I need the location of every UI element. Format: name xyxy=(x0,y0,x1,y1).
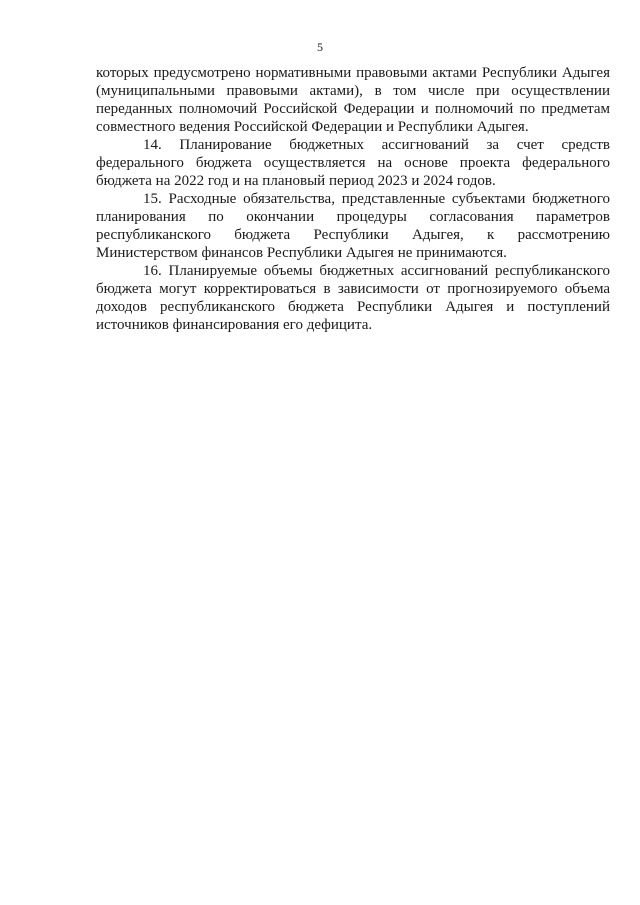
text-line: (муниципальными правовыми актами), в том числе при осуществлении xyxy=(96,83,610,99)
text-line: Министерством финансов Республики Адыгея не принимаются. xyxy=(96,245,507,261)
text-line: планирования по окончании процедуры согласования параметров xyxy=(96,209,610,225)
paragraph-item-16 xyxy=(96,262,610,334)
text-line: 16. Планируемые объемы бюджетных ассигнований республиканского xyxy=(143,263,610,279)
text-line: переданных полномочий Российской Федерации и полномочий по предметам xyxy=(96,101,610,117)
text-line: бюджета могут корректироваться в зависимости от прогнозируемого объема xyxy=(96,281,610,297)
text-line: источников финансирования его дефицита. xyxy=(96,317,373,333)
document-body xyxy=(96,64,610,334)
paragraph-continuation xyxy=(96,64,610,136)
text-line: бюджета на 2022 год и на плановый период 2023 и 2024 годов. xyxy=(96,173,496,189)
text-line: которых предусмотрено нормативными правовыми актами Республики Адыгея xyxy=(96,65,610,81)
text-line: республиканского бюджета Республики Адыгея, к рассмотрению xyxy=(96,227,610,243)
text-line: федерального бюджета осуществляется на основе проекта федерального xyxy=(96,155,610,171)
text-line: совместного ведения Российской Федерации и Республики Адыгея. xyxy=(96,119,529,135)
text-line: доходов республиканского бюджета Республики Адыгея и поступлений xyxy=(96,299,610,315)
text-line: 14. Планирование бюджетных ассигнований за счет средств xyxy=(143,137,610,153)
paragraph-item-15 xyxy=(96,190,610,262)
paragraph-item-14 xyxy=(96,136,610,190)
text-line: 15. Расходные обязательства, представленные субъектами бюджетного xyxy=(143,191,610,207)
page-number: 5 xyxy=(317,40,323,54)
